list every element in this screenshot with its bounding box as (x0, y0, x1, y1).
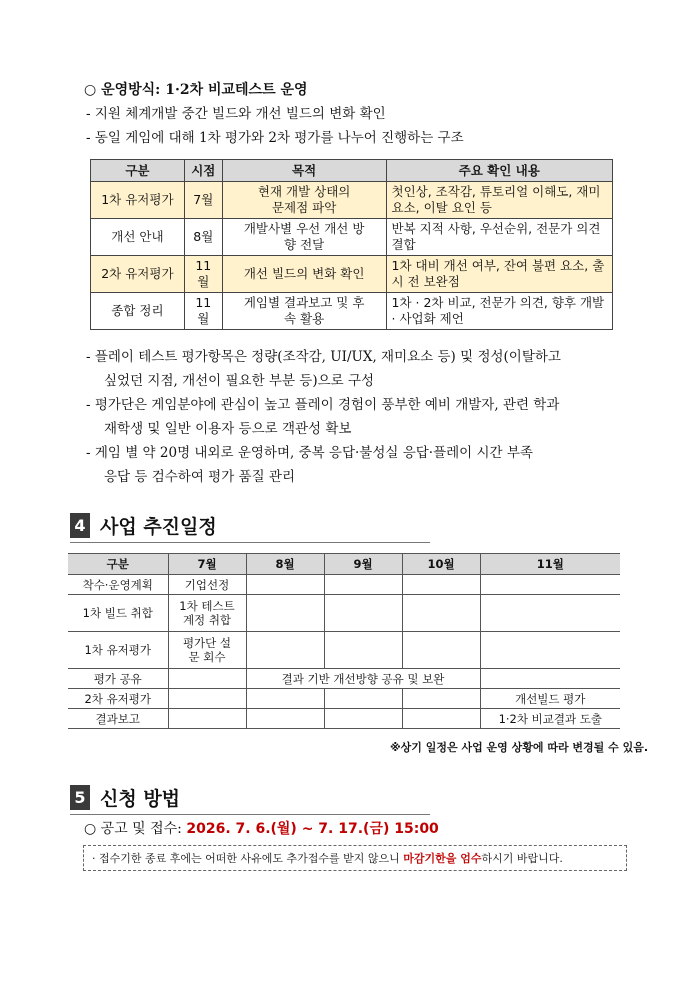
cell-november: 1·2차 비교결과 도출 (480, 709, 620, 729)
row-type: 1차 유저평가 (91, 182, 185, 219)
row-content: 1차 대비 개선 여부, 잔여 불편 요소, 출시 전 보완점 (386, 256, 613, 293)
table-header-row (91, 160, 613, 182)
notice-emphasis: 마감기한을 엄수 (403, 852, 482, 865)
header-type: 구분 (91, 160, 185, 182)
section-number: 4 (70, 513, 90, 538)
notice-text-post: 하시기 바랍니다. (481, 852, 563, 865)
operation-method-title: ○ 운영방식: 1·2차 비교테스트 운영 (84, 82, 308, 98)
header-time: 시점 (184, 160, 222, 182)
section-title: 신청 방법 (100, 788, 181, 810)
notice-text-pre: · 접수기한 종료 후에는 어떠한 사유에도 추가접수를 받지 않으니 (92, 852, 404, 865)
bullet-evaluators: - 평가단은 게임분야에 관심이 높고 플레이 경험이 풍부한 예비 개발자, 관련 학과 (86, 397, 560, 413)
row-label: 1차 유저평가 (68, 632, 168, 669)
cell-span: 결과 기반 개선방향 공유 및 보완 (246, 669, 480, 689)
header-type: 구분 (68, 554, 168, 575)
apply-label: ○ 공고 및 접수: (84, 821, 187, 837)
row-content: 첫인상, 조작감, 튜토리얼 이해도, 재미요소, 이탈 요인 등 (386, 182, 613, 219)
row-content: 반복 지적 사항, 우선순위, 전문가 의견 결합 (386, 219, 613, 256)
row-content: 1차 · 2차 비교, 전문가 의견, 향후 개발 · 사업화 제언 (386, 293, 613, 330)
apply-date: 2026. 7. 6.(월) ~ 7. 17.(금) 15:00 (186, 821, 439, 837)
row-purpose: 개선 빌드의 변화 확인 (222, 256, 386, 293)
header-october: 10월 (402, 554, 480, 575)
row-purpose: 개발사별 우선 개선 방향 전달 (222, 219, 386, 256)
table-header-row (68, 554, 620, 575)
header-november: 11월 (480, 554, 620, 575)
apply-heading (70, 784, 180, 811)
bullet-eval-items-cont: 싶었던 지점, 개선이 필요한 부분 등)으로 구성 (104, 373, 375, 389)
row-time: 11월 (184, 293, 222, 330)
evaluation-structure-table (90, 159, 613, 330)
table-row (68, 595, 620, 632)
table-row (68, 689, 620, 709)
bullet-two-stage: - 동일 게임에 대해 1차 평가와 2차 평가를 나누어 진행하는 구조 (86, 130, 464, 146)
bullet-eval-items: - 플레이 테스트 평가항목은 정량(조작감, UI/UX, 재미요소 등) 및 정성(이탈하고 (86, 349, 561, 365)
row-purpose: 현재 개발 상태의 문제점 파악 (222, 182, 386, 219)
row-type: 개선 안내 (91, 219, 185, 256)
heading-underline (70, 814, 430, 815)
row-type: 종합 정리 (91, 293, 185, 330)
table-row (68, 632, 620, 669)
row-label: 1차 빌드 취합 (68, 595, 168, 632)
row-label: 평가 공유 (68, 669, 168, 689)
bullet-quality-cont: 응답 등 검수하여 평가 품질 관리 (104, 469, 295, 485)
heading-underline (70, 542, 430, 543)
row-time: 8월 (184, 219, 222, 256)
header-august: 8월 (246, 554, 324, 575)
header-content: 주요 확인 내용 (386, 160, 613, 182)
row-label: 2차 유저평가 (68, 689, 168, 709)
row-time: 7월 (184, 182, 222, 219)
row-purpose: 게임별 결과보고 및 후속 활용 (222, 293, 386, 330)
bullet-quality: - 게임 별 약 20명 내외로 운영하며, 중복 응답·불성실 응답·플레이 시간 부족 (86, 445, 533, 461)
bullet-evaluators-cont: 재학생 및 일반 이용자 등으로 객관성 확보 (104, 421, 352, 437)
row-time: 11월 (184, 256, 222, 293)
header-september: 9월 (324, 554, 402, 575)
row-label: 착수·운영계획 (68, 575, 168, 595)
schedule-table (68, 553, 620, 729)
header-purpose: 목적 (222, 160, 386, 182)
cell-july: 평가단 설문 회수 (168, 632, 246, 669)
deadline-notice (83, 845, 627, 871)
bullet-build-change: - 지원 체계개발 중간 빌드와 개선 빌드의 변화 확인 (86, 106, 386, 122)
section-number: 5 (70, 785, 90, 810)
cell-july: 기업선정 (168, 575, 246, 595)
table-row (91, 256, 613, 293)
cell-november: 개선빌드 평가 (480, 689, 620, 709)
apply-period (84, 818, 439, 838)
header-july: 7월 (168, 554, 246, 575)
table-row (68, 575, 620, 595)
table-row (68, 669, 620, 689)
table-row (91, 219, 613, 256)
schedule-note: ※상기 일정은 사업 운영 상황에 따라 변경될 수 있음. (389, 741, 648, 754)
table-row (68, 709, 620, 729)
schedule-heading (70, 512, 217, 539)
table-row (91, 293, 613, 330)
cell-july: 1차 테스트 계정 취합 (168, 595, 246, 632)
row-type: 2차 유저평가 (91, 256, 185, 293)
table-row (91, 182, 613, 219)
section-title: 사업 추진일정 (100, 516, 217, 538)
row-label: 결과보고 (68, 709, 168, 729)
